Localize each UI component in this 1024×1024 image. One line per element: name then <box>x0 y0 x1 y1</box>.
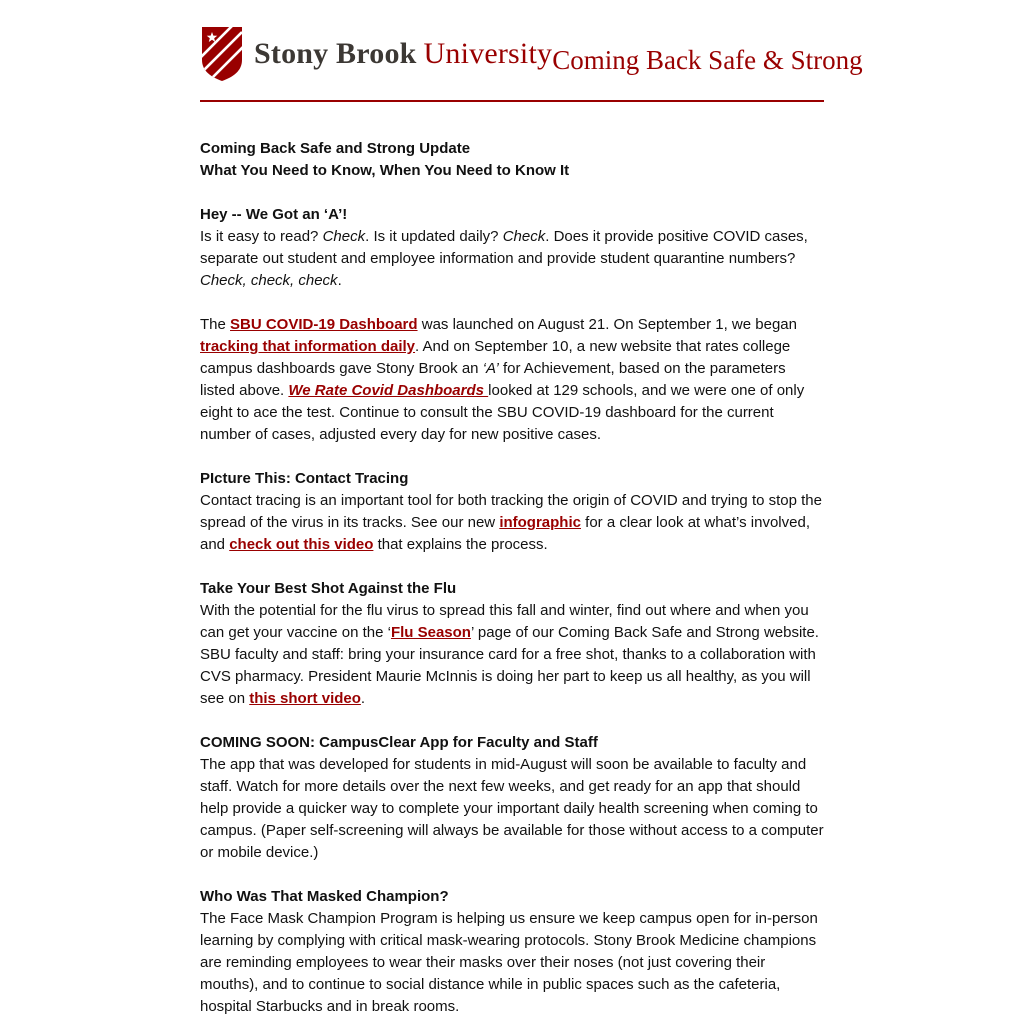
text-run: ’ page of our Coming Back Safe and Strong website. SBU faculty and staff: bring your insurance card for a free shot, thanks to a collaboration with CVS pharmacy. President Maurie McInnis is doing her part to keep us all healthy, as you will see on <box>200 624 819 707</box>
section-heading: Take Your Best Shot Against the Flu <box>200 580 457 597</box>
header-divider <box>200 100 824 102</box>
text-run: for a clear look at what’s involved, and <box>200 514 810 553</box>
inline-link[interactable]: this short video <box>249 690 361 707</box>
emphasis-text: Check, check, check <box>200 272 338 289</box>
article-section <box>200 886 824 1018</box>
section-heading: Hey -- We Got an ‘A’! <box>200 206 348 223</box>
paragraph <box>200 908 824 1018</box>
article-section <box>200 578 824 710</box>
text-run: The <box>200 316 231 333</box>
text-run: Contact tracing is an important tool for both tracking the origin of COVID and trying to stop the spread of the virus in its tracks. See our new <box>200 492 822 531</box>
text-run: The app that was developed for students in mid-August will soon be available to faculty and staff. Watch for more details over the next few weeks, and get ready for an app that should help provide a quicker way to complete your important daily health screening when coming to campus. (Paper self-screening will always be available for those without access to a computer or mobile device.) <box>200 756 824 861</box>
text-run: . Does it provide positive COVID cases, separate out student and employee information and provide student quarantine numbers? <box>200 228 808 267</box>
stony-brook-logo[interactable] <box>200 26 552 82</box>
text-run: looked at 129 schools, and we were one of only eight to ace the test. Continue to consult the SBU COVID-19 dashboard for the current number of cases, adjusted every day for new positive cases. <box>200 382 805 443</box>
text-run: . And on September 10, a new website that rates college campus dashboards gave Stony Brook an <box>200 338 791 377</box>
intro-line-1: Coming Back Safe and Strong Update <box>200 140 471 157</box>
article <box>200 138 824 1018</box>
intro-line-2: What You Need to Know, When You Need to Know It <box>200 162 570 179</box>
article-section <box>200 732 824 864</box>
header <box>200 0 863 82</box>
paragraph <box>200 754 824 864</box>
emphasis-text: ‘A’ <box>482 360 499 377</box>
article-section <box>200 204 824 446</box>
stony-brook-shield-icon <box>200 26 244 82</box>
inline-link[interactable]: check out this video <box>229 536 374 553</box>
newsletter-title: Coming Back Safe & Strong <box>552 44 863 75</box>
text-run: . <box>337 272 342 289</box>
text-run: was launched on August 21. On September 1, we began <box>417 316 797 333</box>
inline-link[interactable]: tracking that information daily <box>200 338 416 355</box>
inline-link[interactable]: SBU COVID-19 Dashboard <box>230 316 418 333</box>
paragraph <box>200 600 824 710</box>
article-sections <box>200 204 824 1018</box>
inline-link[interactable]: infographic <box>499 514 581 531</box>
text-run: With the potential for the flu virus to spread this fall and winter, find out where and when you can get your vaccine on the ‘ <box>200 602 809 641</box>
section-heading: COMING SOON: CampusClear App for Faculty and Staff <box>200 734 598 751</box>
text-run: . <box>360 690 366 707</box>
article-section <box>200 468 824 556</box>
section-heading: Who Was That Masked Champion? <box>200 888 449 905</box>
logo-wordmark <box>254 37 552 71</box>
text-run: that explains the process. <box>373 536 548 553</box>
inline-link[interactable]: Flu Season <box>390 624 471 641</box>
text-run: The Face Mask Champion Program is helping us ensure we keep campus open for in-person learning by complying with critical mask-wearing protocols. Stony Brook Medicine champions are reminding employees to wear their masks over their noses (not just covering their mouths), and to continue to social distance while in public spaces such as the cafeteria, hospital Starbucks and in break rooms. <box>200 910 818 1015</box>
paragraph <box>200 490 824 556</box>
content-column <box>200 0 863 1018</box>
text-run: for Achievement, based on the parameters listed above. <box>200 360 786 399</box>
section-heading: PIcture This: Contact Tracing <box>200 470 409 487</box>
paragraph <box>200 314 824 446</box>
emphasis-text: Check <box>322 228 366 245</box>
paragraph <box>200 226 824 292</box>
logo-name-primary: Stony Brook <box>254 37 417 70</box>
text-run: . Is it updated daily? <box>365 228 503 245</box>
text-run: Is it easy to read? <box>200 228 323 245</box>
logo-name-secondary: University <box>423 37 553 70</box>
article-intro <box>200 138 824 182</box>
inline-link[interactable]: We Rate Covid Dashboards <box>288 382 489 399</box>
emphasis-text: Check <box>502 228 546 245</box>
